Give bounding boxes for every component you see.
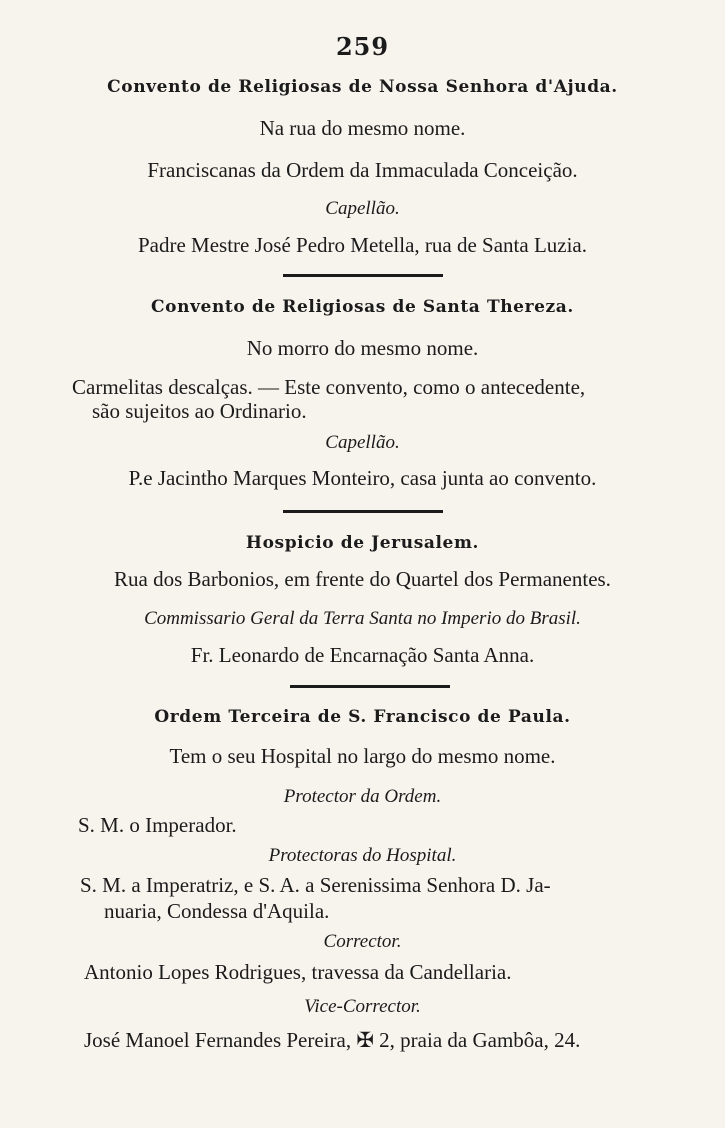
- section-heading: Convento de Religiosas de Santa Thereza.: [151, 297, 574, 317]
- role-title: Capellão.: [325, 432, 400, 453]
- section-address: No morro do mesmo nome.: [246, 336, 479, 360]
- section-divider: [290, 685, 450, 688]
- section-heading: Ordem Terceira de S. Francisco de Paula.: [154, 707, 571, 727]
- role-holder: José Manoel Fernandes Pereira, ✠ 2, praia da Gambôa, 24.: [84, 1028, 581, 1052]
- section-divider: [283, 274, 443, 277]
- role-holder: nuaria, Condessa d'Aquila.: [104, 899, 330, 923]
- role-title: Vice-Corrector.: [304, 996, 421, 1017]
- role-holder: Antonio Lopes Rodrigues, travessa da Candellaria.: [84, 960, 512, 984]
- section-description: Carmelitas descalças. — Este convento, como o antecedente,: [72, 375, 586, 399]
- section-address: Rua dos Barbonios, em frente do Quartel dos Permanentes.: [114, 567, 611, 591]
- section-description: Franciscanas da Ordem da Immaculada Conceição.: [147, 158, 578, 182]
- section-description: são sujeitos ao Ordinario.: [92, 399, 307, 423]
- section-divider: [283, 510, 443, 513]
- role-holder: Padre Mestre José Pedro Metella, rua de Santa Luzia.: [137, 233, 588, 257]
- role-title: Corrector.: [323, 931, 402, 952]
- role-title: Capellão.: [325, 198, 400, 219]
- section-heading: Hospicio de Jerusalem.: [245, 533, 480, 553]
- role-holder: S. M. o Imperador.: [78, 813, 237, 837]
- role-holder: S. M. a Imperatriz, e S. A. a Serenissima Senhora D. Ja-: [80, 873, 551, 897]
- section-address: Na rua do mesmo nome.: [259, 116, 466, 140]
- role-holder: P.e Jacintho Marques Monteiro, casa junta ao convento.: [128, 466, 597, 490]
- role-title: Commissario Geral da Terra Santa no Imperio do Brasil.: [144, 608, 581, 629]
- section-heading: Convento de Religiosas de Nossa Senhora d'Ajuda.: [107, 77, 618, 97]
- role-title: Protector da Ordem.: [283, 786, 442, 807]
- role-holder: Fr. Leonardo de Encarnação Santa Anna.: [190, 643, 535, 667]
- page-number: 259: [335, 32, 390, 61]
- role-title: Protectoras do Hospital.: [268, 845, 457, 866]
- section-address: Tem o seu Hospital no largo do mesmo nome.: [169, 744, 556, 768]
